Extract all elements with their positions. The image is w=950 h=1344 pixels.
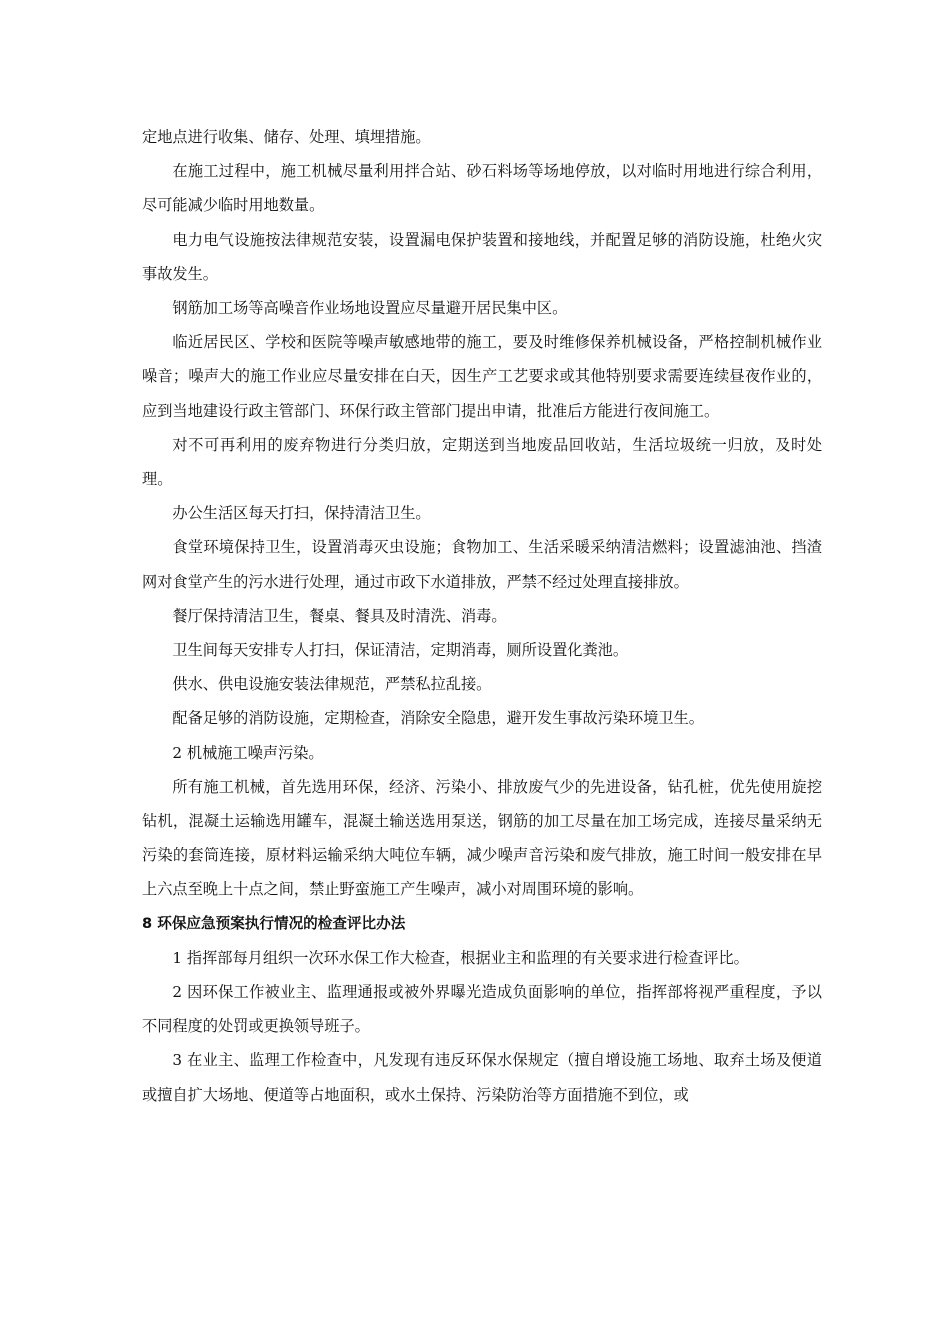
section-heading: 8 环保应急预案执行情况的检查评比办法 <box>142 914 406 932</box>
paragraph: 供水、供电设施安装法律规范，严禁私拉乱接。 <box>172 675 492 694</box>
paragraph: 办公生活区每天打扫，保持清洁卫生。 <box>172 504 431 523</box>
paragraph: 餐厅保持清洁卫生，餐桌、餐具及时清洗、消毒。 <box>172 606 507 625</box>
paragraph: 2 因环保工作被业主、监理通报或被外界曝光造成负面影响的单位，指挥部将视严重程度，予以不同程度的处罚或更换领导班子。 <box>142 983 822 1036</box>
paragraph: 临近居民区、学校和医院等噪声敏感地带的施工，要及时维修保养机械设备，严格控制机械作业噪音；噪声大的施工作业应尽量安排在白天，因生产工艺要求或其他特别要求需要连续昼夜作业的，应到当地建设行政主管部门、环保行政主管部门提出申请，批准后方能进行夜间施工。 <box>142 333 822 420</box>
paragraph: 对不可再利用的废弃物进行分类归放，定期送到当地废品回收站，生活垃圾统一归放，及时处理。 <box>142 435 822 489</box>
paragraph: 配备足够的消防设施，定期检查，消除安全隐患，避开发生事故污染环境卫生。 <box>172 709 704 728</box>
paragraph: 3 在业主、监理工作检查中，凡发现有违反环保水保规定（擅自增设施工场地、取弃土场及便道或擅自扩大场地、便道等占地面积，或水土保持、污染防治等方面措施不到位，或 <box>142 1051 822 1104</box>
paragraph: 钢筋加工场等高噪音作业场地设置应尽量避开居民集中区。 <box>172 299 568 318</box>
paragraph: 在施工过程中，施工机械尽量利用拌合站、砂石料场等场地停放，以对临时用地进行综合利用，尽可能减少临时用地数量。 <box>142 162 822 215</box>
document-body <box>142 120 822 1112</box>
paragraph: 所有施工机械，首先选用环保，经济、污染小、排放废气少的先进设备，钻孔桩，优先使用旋挖钻机，混凝土运输选用罐车，混凝土输送选用泵送，钢筋的加工尽量在加工场完成，连接尽量采纳无污染的套筒连接，原材料运输采纳大吨位车辆，减少噪声音污染和废气排放，施工时间一般安排在早上六点至晚上十点之间，禁止野蛮施工产生噪声，减小对周围环境的影响。 <box>142 777 822 899</box>
paragraph: 食堂环境保持卫生，设置消毒灭虫设施；食物加工、生活采暖采纳清洁燃料；设置滤油池、挡渣网对食堂产生的污水进行处理，通过市政下水道排放，严禁不经过处理直接排放。 <box>142 538 822 591</box>
paragraph: 卫生间每天安排专人打扫，保证清洁，定期消毒，厕所设置化粪池。 <box>172 641 629 660</box>
subsection-item: 2 机械施工噪声污染。 <box>172 743 324 762</box>
paragraph: 电力电气设施按法律规范安装，设置漏电保护装置和接地线，并配置足够的消防设施，杜绝火灾事故发生。 <box>142 230 822 283</box>
paragraph: 1 指挥部每月组织一次环水保工作大检查，根据业主和监理的有关要求进行检查评比。 <box>172 948 749 967</box>
paragraph: 定地点进行收集、储存、处理、填埋措施。 <box>142 128 431 146</box>
